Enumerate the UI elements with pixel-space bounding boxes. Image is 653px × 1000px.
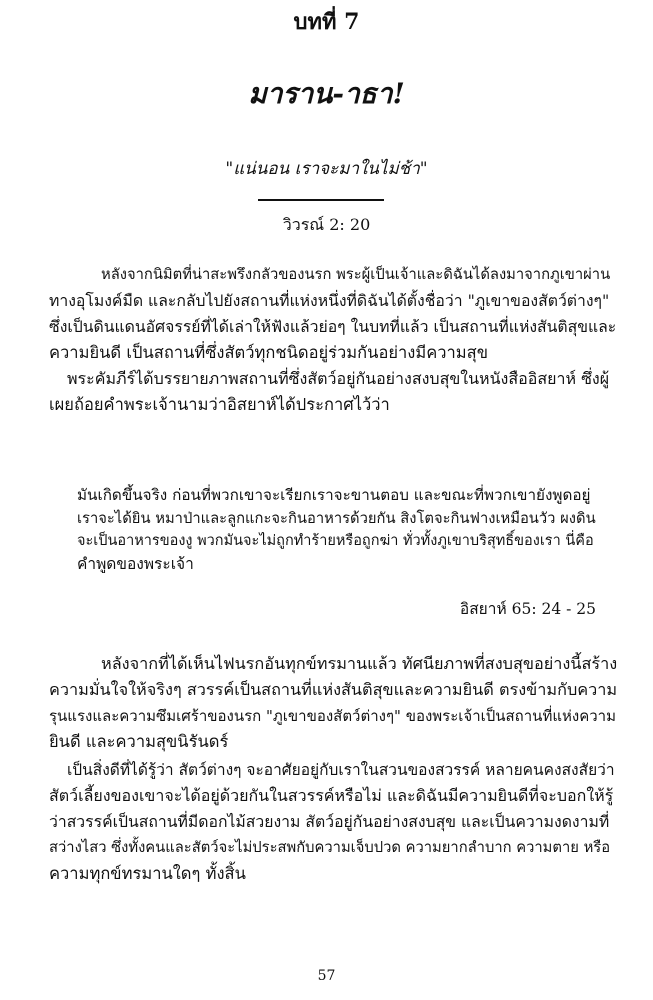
paragraph-line: ว่าสวรรค์เป็นสถานที่มีดอกไม้สวยงาม สัตว์อยู่กันอย่างสงบสุข และเป็นความงดงามที่ bbox=[49, 812, 610, 831]
paragraph-1 bbox=[49, 262, 617, 366]
epigraph-quote: "แน่นอน เราจะมาในไม่ช้า" bbox=[225, 159, 428, 179]
quote-line: มันเกิดขึ้นจริง ก่อนที่พวกเขาจะเรียกเราจะขานตอบ และขณะที่พวกเขายังพูดอยู่ bbox=[77, 486, 591, 504]
paragraph-line: ความมั่นใจให้จริงๆ สวรรค์เป็นสถานที่แห่งสันติสุขและความยินดี ตรงข้ามกับความ bbox=[49, 680, 618, 699]
quote-line: จะเป็นอาหารของงู พวกมันจะไม่ถูกทำร้ายหรือถูกฆ่า ทั่วทั้งภูเขาบริสุทธิ์ของเรา นี่คือ bbox=[77, 533, 594, 549]
scripture-quote bbox=[77, 484, 597, 576]
paragraph-line: พระคัมภีร์ได้บรรยายภาพสถานที่ซึ่งสัตว์อยู่กันอย่างสงบสุขในหนังสืออิสยาห์ ซึ่งผู้ bbox=[67, 369, 610, 388]
paragraph-line: ซึ่งเป็นดินแดนอัศจรรย์ที่ได้เล่าให้ฟังแล้วย่อๆ ในบทที่แล้ว เป็นสถานที่แห่งสันติสุขและ bbox=[49, 317, 617, 336]
paragraph-line: สว่างไสว ซึ่งทั้งคนและสัตว์จะไม่ประสพกับความเจ็บปวด ความยากลำบาก ความตาย หรือ bbox=[49, 839, 611, 856]
paragraph-line: สัตว์เลี้ยงของเขาจะได้อยู่ด้วยกันในสวรรค์หรือไม่ และดิฉันมีความยินดีที่จะบอกให้รู้ bbox=[49, 786, 614, 805]
paragraph-line: รุนแรงและความซึมเศร้าของนรก "ภูเขาของสัตว์ต่างๆ" ของพระเจ้าเป็นสถานที่แห่งความ bbox=[49, 707, 616, 725]
page-number: 57 bbox=[317, 968, 336, 984]
paragraph-line: หลังจากที่ได้เห็นไฟนรกอันทุกข์ทรมานแล้ว ทัศนียภาพที่สงบสุขอย่างนี้สร้าง bbox=[101, 654, 618, 673]
paragraph-2 bbox=[49, 366, 617, 418]
chapter-title: มาราน-าธา! bbox=[248, 77, 405, 110]
paragraph-line: เผยถ้อยคำพระเจ้านามว่าอิสยาห์ได้ประกาศไว้ว่า bbox=[49, 395, 390, 414]
quote-reference: อิสยาห์ 65: 24 - 25 bbox=[459, 600, 596, 618]
paragraph-line: ความทุกข์ทรมานใดๆ ทั้งสิ้น bbox=[49, 864, 246, 883]
paragraph-4 bbox=[49, 757, 617, 887]
paragraph-line: ทางอุโมงค์มืด และกลับไปยังสถานที่แห่งหนึ่งที่ดิฉันได้ตั้งชื่อว่า "ภูเขาของสัตว์ต่างๆ" bbox=[49, 291, 610, 310]
paragraph-3 bbox=[49, 651, 617, 755]
paragraph-line: หลังจากนิมิตที่น่าสะพรึงกลัวของนรก พระผู้เป็นเจ้าและดิฉันได้ลงมาจากภูเขาผ่าน bbox=[101, 266, 611, 283]
paragraph-line: ยินดี และความสุขนิรันดร์ bbox=[49, 732, 229, 751]
epigraph-divider bbox=[258, 199, 384, 201]
chapter-number: บทที่ 7 bbox=[293, 9, 360, 35]
quote-line: เราจะได้ยิน หมาป่าและลูกแกะจะกินอาหารด้วยกัน สิงโตจะกินฟางเหมือนวัว ผงดิน bbox=[77, 510, 596, 527]
paragraph-line: เป็นสิ่งดีที่ได้รู้ว่า สัตว์ต่างๆ จะอาศัยอยู่กับเราในสวนของสวรรค์ หลายคนคงสงสัยว่า bbox=[67, 761, 615, 779]
paragraph-line: ความยินดี เป็นสถานที่ซึ่งสัตว์ทุกชนิดอยู่ร่วมกันอย่างมีความสุข bbox=[49, 343, 489, 362]
quote-line: คำพูดของพระเจ้า bbox=[77, 555, 194, 573]
epigraph-reference: วิวรณ์ 2: 20 bbox=[282, 215, 371, 234]
